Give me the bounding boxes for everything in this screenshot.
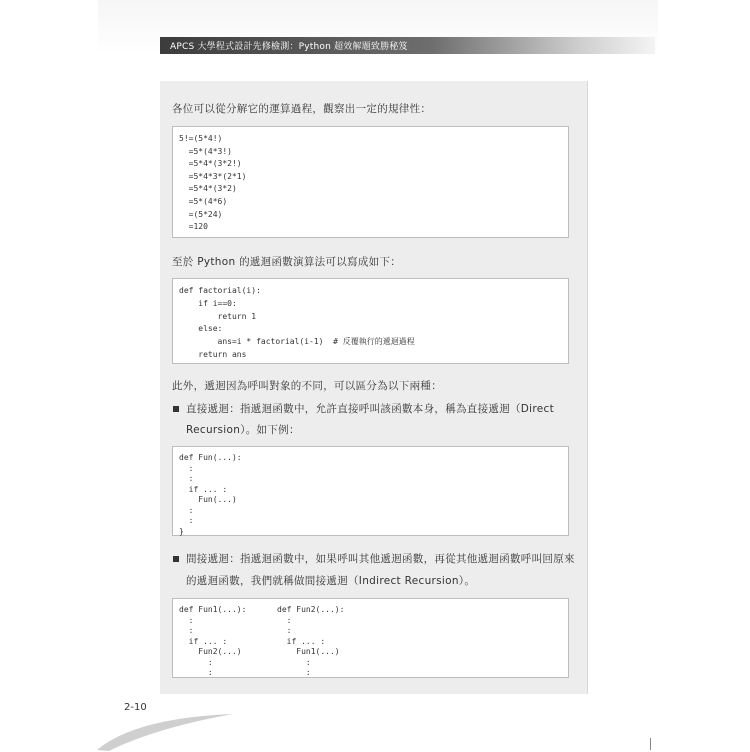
code-line: : [277,668,311,677]
code-line: =5*4*3*(2*1) [179,171,247,181]
page-number: 2-10 [124,702,147,713]
code-line: ans=i * factorial(i-1) # 反覆執行的遞迴過程 [179,337,415,347]
bullet-indirect-line2: 的遞迴函數，我們就稱做間接遞迴（Indirect Recursion）。 [186,575,476,587]
code-line: if i==0: [179,298,237,308]
bullet-direct-line1: 直接遞迴：指遞迴函數中，允許直接呼叫該函數本身，稱為直接遞迴（Direct [186,403,555,415]
code-line: if ... : [277,636,326,646]
code-block-fun2 [277,605,344,679]
code-block [179,453,242,537]
code-block [179,285,415,362]
bullet-icon [173,556,179,562]
code-line: Fun2(...) [179,647,242,656]
code-line: =5*4*(3*2) [179,184,237,194]
code-box-factorial-expansion [172,126,569,238]
code-line: return 1 [179,311,257,321]
bullet-direct-line2: Recursion）。如下例： [186,424,300,436]
code-line: : [179,516,194,525]
code-line: def factorial(i): [179,286,261,295]
book-title: APCS 大學程式設計先修檢測：Python 超效解題致勝秘笈 [170,42,408,52]
code-line: Fun1(...) [277,647,340,656]
code-line: : [179,474,194,483]
code-line: =120 [179,222,208,232]
code-line: : [277,626,292,635]
code-line: : [179,463,194,473]
paragraph-python: 至於 Python 的遞迴函數演算法可以寫成如下： [172,256,402,268]
code-line: : [277,657,311,667]
code-line: : [179,615,194,625]
code-line: : [179,626,194,635]
code-line: : [179,657,213,667]
code-box-indirect-recursion [172,598,569,678]
code-line: : [179,505,194,515]
code-line: else: [179,324,223,334]
running-header [160,37,655,54]
code-line: : [179,668,213,677]
crop-mark [650,738,651,750]
bullet-icon [173,406,179,412]
code-line: =5*(4*3!) [179,146,232,156]
code-line: return ans [179,349,247,359]
code-line: if ... : [179,636,228,646]
code-line: Fun(...) [179,495,237,504]
code-line: =5*(4*6) [179,196,228,206]
code-line: =(5*24) [179,209,223,219]
code-line: def Fun2(...): [277,605,345,614]
code-line: def Fun(...): [179,453,242,462]
code-block-fun1 [179,605,246,679]
code-line: =5*4*(3*2!) [179,159,242,169]
bullet-indirect-line1: 間接遞迴：指遞迴函數中，如果呼叫其他遞迴函數，再從其他遞迴函數呼叫回原來 [186,553,575,565]
code-line: : [277,615,292,625]
code-box-factorial-function [172,278,569,364]
page-swoosh-decoration [95,712,235,752]
code-line: def Fun1(...): [179,605,247,614]
paragraph-intro: 各位可以從分解它的運算過程，觀察出一定的規律性： [172,103,432,115]
code-line: if ... : [179,484,228,494]
code-box-direct-recursion [172,446,569,536]
code-line: } [179,526,184,536]
paragraph-types: 此外，遞迴因為呼叫對象的不同，可以區分為以下兩種： [172,380,442,392]
code-block [179,133,246,234]
code-line: 5!=(5*4!) [179,134,223,143]
